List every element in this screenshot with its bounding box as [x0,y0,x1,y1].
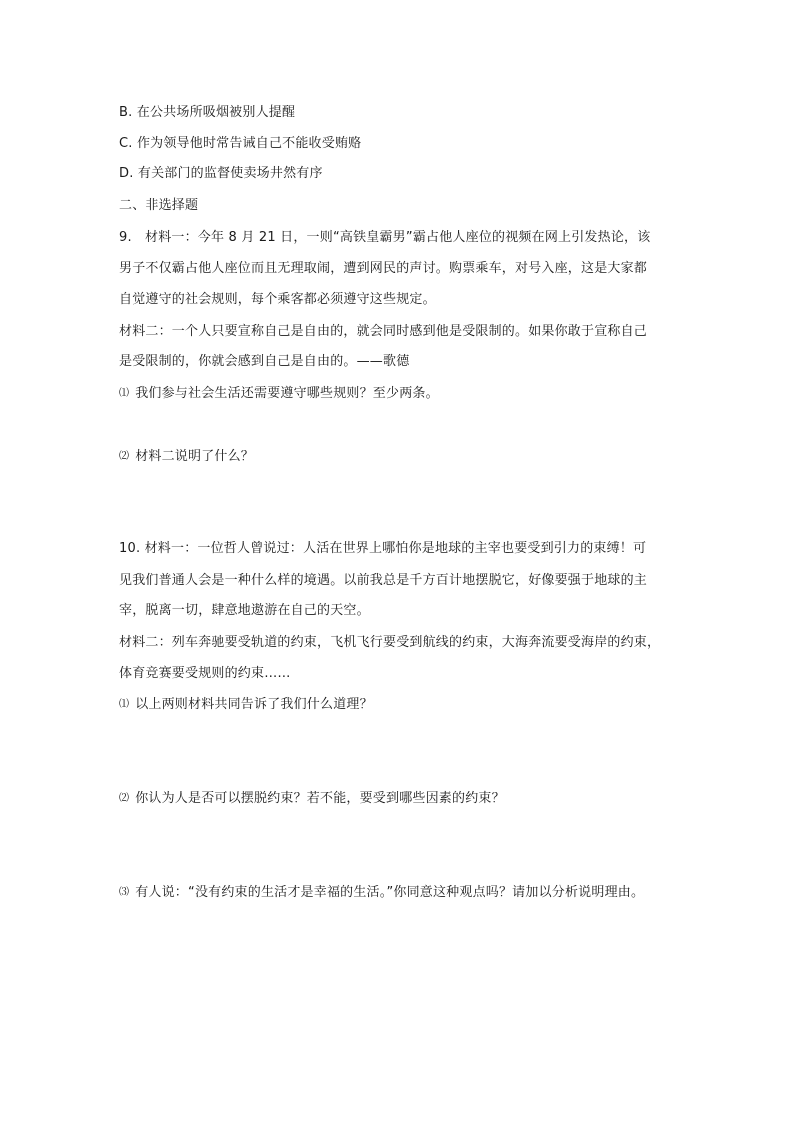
q10-sub-2-number: ⑵ [119,793,130,804]
option-d: D. 有关部门的监督使卖场井然有序 [119,166,323,181]
q9-sub-1-text: 我们参与社会生活还需要遵守哪些规则？至少两条。 [135,386,439,401]
option-b: B. 在公共场所吸烟被别人提醒 [119,105,296,120]
q9-line-1: 9. 材料一：今年 8 月 21 日，一则“高铁皇霸男”霸占他人座位的视频在网上引发热论，该 [119,230,651,245]
q10-line-4: 材料二：列车奔驰要受轨道的约束，飞机飞行要受到航线的约束，大海奔流要受海岸的约束， [119,635,661,650]
q9-line-3: 自觉遵守的社会规则，每个乘客都必须遵守这些规定。 [119,292,436,307]
q10-sub-3-number: ⑶ [119,887,130,898]
q9-sub-2-number: ⑵ [119,451,130,462]
q10-sub-2-text: 你认为人是否可以摆脱约束？若不能，要受到哪些因素的约束？ [135,791,505,806]
q10-line-1: 10. 材料一：一位哲人曾说过：人活在世界上哪怕你是地球的主宰也要受到引力的束缚！可 [119,541,647,556]
q9-line-5: 是受限制的，你就会感到自己是自由的。——歌德 [119,354,410,369]
q10-sub-question-2 [119,789,679,809]
q10-line-5: 体育竞赛要受规则的约束…… [119,666,291,681]
q9-sub-question-1 [119,384,679,404]
q9-sub-1-number: ⑴ [119,388,130,399]
section-title: 二、非选择题 [119,198,199,213]
q9-sub-2-text: 材料二说明了什么？ [135,449,255,464]
q10-line-3: 宰，脱离一切，肆意地遨游在自己的天空。 [119,603,370,618]
q9-sub-question-2 [119,447,679,467]
q10-line-2: 见我们普通人会是一种什么样的境遇。以前我总是千方百计地摆脱它，好像要强于地球的主 [119,573,648,588]
q10-sub-question-3 [119,883,679,903]
q10-sub-3-text: 有人说：“没有约束的生活才是幸福的生活。”你同意这种观点吗？请加以分析说明理由。 [135,885,645,900]
q9-line-2: 男子不仅霸占他人座位而且无理取闹，遭到网民的声讨。购票乘车，对号入座，这是大家都 [119,261,648,276]
q10-sub-1-number: ⑴ [119,699,130,710]
q10-sub-1-text: 以上两则材料共同告诉了我们什么道理？ [135,697,373,712]
option-c: C. 作为领导他时常告诫自己不能收受贿赂 [119,136,362,151]
q9-line-4: 材料二：一个人只要宣称自己是自由的，就会同时感到他是受限制的。如果你敢于宣称自己 [119,324,648,339]
q10-sub-question-1 [119,695,679,715]
